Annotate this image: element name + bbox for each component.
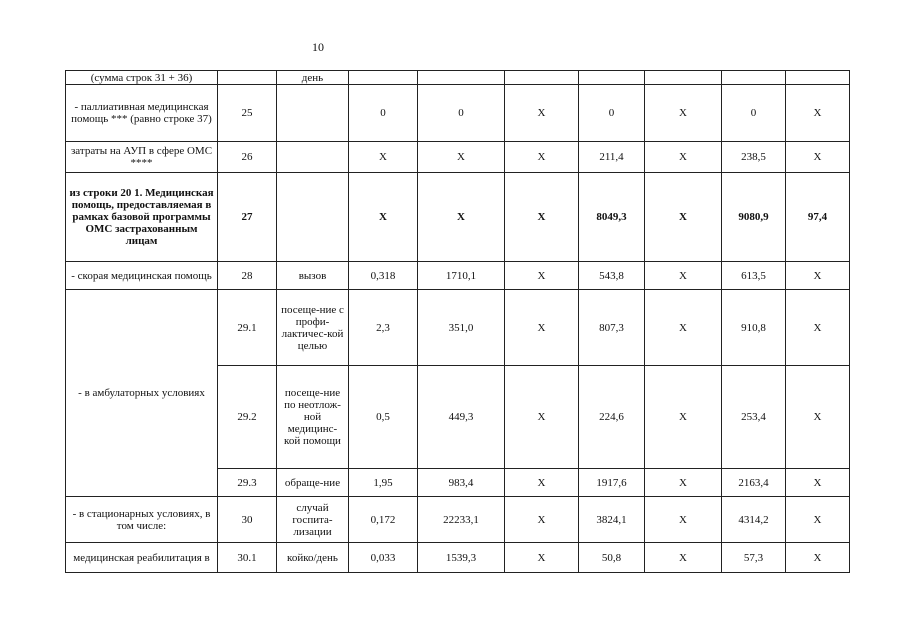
value-cell: Х — [505, 469, 579, 497]
row-unit — [277, 85, 349, 142]
value-cell — [418, 71, 505, 85]
value-cell: Х — [505, 142, 579, 173]
row-number: 30 — [218, 497, 277, 543]
row-label: - паллиативная медицинская помощь *** (равно строке 37) — [66, 85, 218, 142]
value-cell — [722, 71, 786, 85]
value-cell: Х — [645, 497, 722, 543]
value-cell — [579, 71, 645, 85]
value-cell: 2,3 — [349, 290, 418, 366]
row-unit — [277, 142, 349, 173]
value-cell: Х — [786, 85, 850, 142]
value-cell: 0,172 — [349, 497, 418, 543]
row-unit: койко/день — [277, 543, 349, 573]
value-cell: 449,3 — [418, 366, 505, 469]
value-cell: Х — [786, 543, 850, 573]
value-cell: Х — [505, 366, 579, 469]
row-unit — [277, 173, 349, 262]
value-cell: 1,95 — [349, 469, 418, 497]
value-cell: Х — [505, 262, 579, 290]
row-label: (сумма строк 31 + 36) — [66, 71, 218, 85]
value-cell: 0,033 — [349, 543, 418, 573]
financing-table — [65, 70, 850, 573]
table-row — [66, 497, 850, 543]
value-cell — [505, 71, 579, 85]
value-cell: Х — [505, 85, 579, 142]
value-cell: 910,8 — [722, 290, 786, 366]
table-row — [66, 85, 850, 142]
value-cell: 0 — [349, 85, 418, 142]
value-cell: 211,4 — [579, 142, 645, 173]
value-cell: 3824,1 — [579, 497, 645, 543]
value-cell: 613,5 — [722, 262, 786, 290]
value-cell: 543,8 — [579, 262, 645, 290]
row-unit: посеще-ние с профи-лактичес-кой целью — [277, 290, 349, 366]
row-unit: обраще-ние — [277, 469, 349, 497]
row-label: - в стационарных условиях, в том числе: — [66, 497, 218, 543]
row-unit: посеще-ние по неотлож-ной медицинс-кой помощи — [277, 366, 349, 469]
row-number: 25 — [218, 85, 277, 142]
row-number: 27 — [218, 173, 277, 262]
row-label: медицинская реабилитация в — [66, 543, 218, 573]
row-unit: день — [277, 71, 349, 85]
value-cell: 9080,9 — [722, 173, 786, 262]
value-cell: Х — [645, 85, 722, 142]
value-cell: Х — [786, 290, 850, 366]
value-cell: Х — [645, 173, 722, 262]
row-number — [218, 71, 277, 85]
value-cell: Х — [505, 497, 579, 543]
value-cell: 224,6 — [579, 366, 645, 469]
value-cell: Х — [645, 543, 722, 573]
value-cell: 983,4 — [418, 469, 505, 497]
value-cell: 807,3 — [579, 290, 645, 366]
row-number: 26 — [218, 142, 277, 173]
row-number: 29.3 — [218, 469, 277, 497]
value-cell: Х — [349, 142, 418, 173]
value-cell: Х — [645, 262, 722, 290]
value-cell: 1917,6 — [579, 469, 645, 497]
row-number: 29.1 — [218, 290, 277, 366]
row-unit: вызов — [277, 262, 349, 290]
value-cell: 50,8 — [579, 543, 645, 573]
row-label: затраты на АУП в сфере ОМС **** — [66, 142, 218, 173]
value-cell: Х — [418, 173, 505, 262]
value-cell: Х — [786, 469, 850, 497]
value-cell — [645, 71, 722, 85]
value-cell: Х — [505, 173, 579, 262]
value-cell: 0 — [418, 85, 505, 142]
value-cell: 4314,2 — [722, 497, 786, 543]
value-cell: 97,4 — [786, 173, 850, 262]
value-cell: 22233,1 — [418, 497, 505, 543]
value-cell: Х — [645, 290, 722, 366]
row-label: - скорая медицинская помощь — [66, 262, 218, 290]
value-cell: Х — [505, 543, 579, 573]
row-number: 29.2 — [218, 366, 277, 469]
row-unit: случай госпита-лизации — [277, 497, 349, 543]
page-number: 10 — [312, 40, 324, 54]
value-cell — [349, 71, 418, 85]
value-cell: 0,318 — [349, 262, 418, 290]
table-row — [66, 290, 850, 366]
row-label: из строки 20 1. Медицинская помощь, предоставляемая в рамках базовой программы ОМС застрахованным лицам — [66, 173, 218, 262]
value-cell: Х — [786, 497, 850, 543]
value-cell: 2163,4 — [722, 469, 786, 497]
row-number: 28 — [218, 262, 277, 290]
table-row — [66, 173, 850, 262]
value-cell: 253,4 — [722, 366, 786, 469]
row-label: - в амбулаторных условиях — [66, 290, 218, 497]
value-cell: 238,5 — [722, 142, 786, 173]
value-cell: Х — [645, 366, 722, 469]
value-cell: Х — [349, 173, 418, 262]
value-cell: Х — [786, 262, 850, 290]
value-cell: 0 — [579, 85, 645, 142]
value-cell: Х — [645, 142, 722, 173]
value-cell — [786, 71, 850, 85]
table-row — [66, 543, 850, 573]
value-cell: 0 — [722, 85, 786, 142]
value-cell: Х — [418, 142, 505, 173]
value-cell: 8049,3 — [579, 173, 645, 262]
value-cell: Х — [505, 290, 579, 366]
value-cell: 1710,1 — [418, 262, 505, 290]
value-cell: 57,3 — [722, 543, 786, 573]
value-cell: 351,0 — [418, 290, 505, 366]
value-cell: Х — [786, 142, 850, 173]
value-cell: Х — [786, 366, 850, 469]
value-cell: 1539,3 — [418, 543, 505, 573]
row-number: 30.1 — [218, 543, 277, 573]
value-cell: Х — [645, 469, 722, 497]
value-cell: 0,5 — [349, 366, 418, 469]
table-row — [66, 262, 850, 290]
table-row — [66, 71, 850, 85]
table-row — [66, 142, 850, 173]
